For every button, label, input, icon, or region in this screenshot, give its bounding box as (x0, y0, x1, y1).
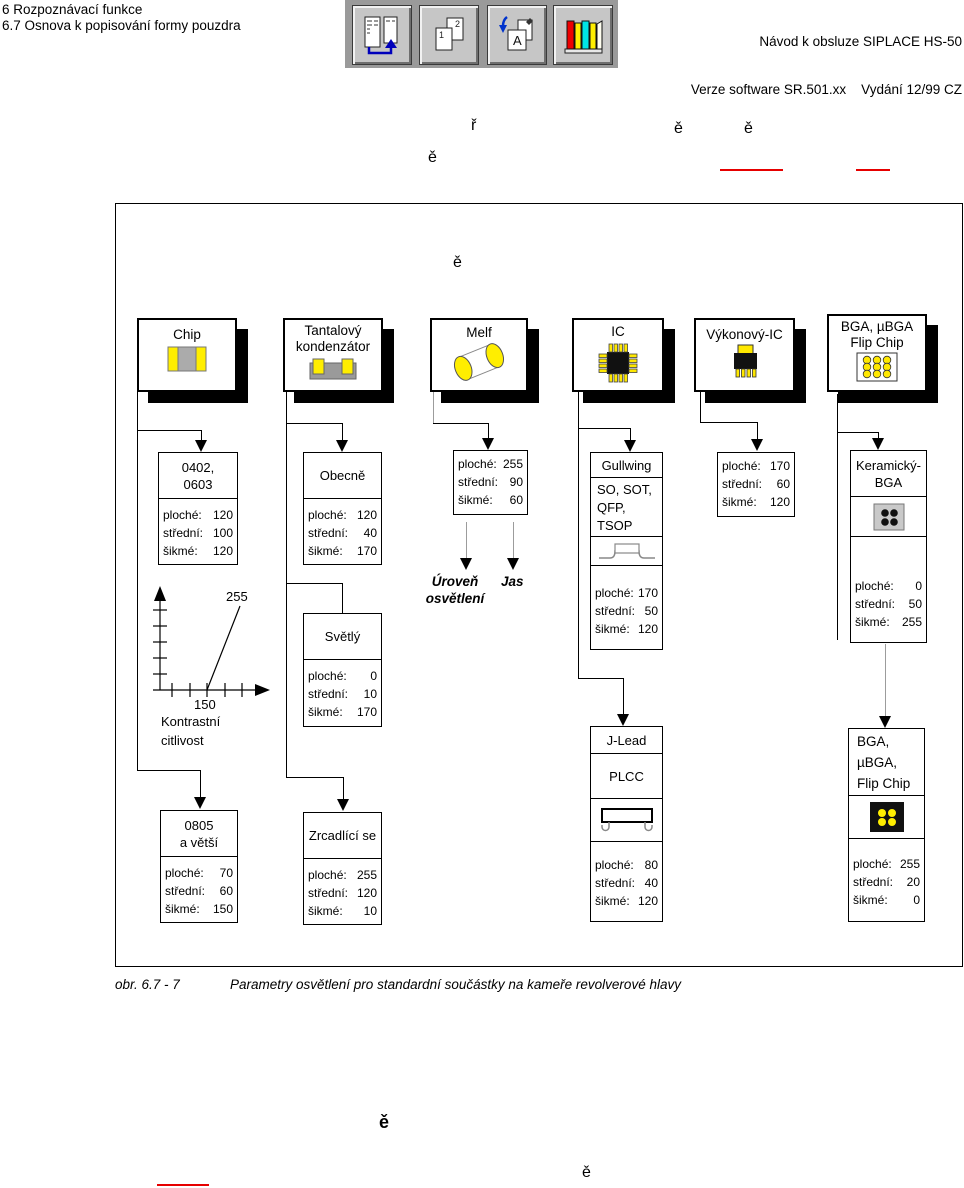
bga-flipchip-icon (869, 801, 905, 833)
connector (466, 522, 467, 558)
bga-flipchip-box: BGA, µBGA, Flip Chip ploché: 255 střední: 20 šikmé: 0 (848, 728, 925, 922)
load-program-button[interactable] (487, 5, 547, 65)
connector (286, 392, 287, 777)
arrowhead (624, 440, 636, 452)
gullwing-box: Gullwing SO, SOT, QFP, TSOP ploché: 170 střední: 50 šikmé: 120 (590, 452, 663, 650)
connector (286, 423, 343, 424)
connector (200, 770, 201, 797)
stray-glyph: ě (428, 149, 437, 166)
section-title: 6.7 Osnova k popisování formy pouzdra (2, 18, 241, 33)
power-ic-component-box (694, 318, 795, 392)
library-button[interactable] (553, 5, 613, 65)
toolbar (345, 0, 618, 68)
component-title: BGA, µBGA (840, 319, 914, 334)
connector (837, 394, 838, 640)
connector (578, 678, 624, 679)
chip-icon (167, 346, 207, 372)
arrowhead (194, 797, 206, 809)
tantal-component-box (283, 318, 383, 392)
connector (433, 423, 489, 424)
power-ic-icon (725, 343, 765, 379)
component-title: Chip (173, 327, 201, 342)
tantal-light-box: Světlý ploché: 0 střední: 10 šikmé: 170 (303, 613, 382, 727)
chart-axis-caption: Kontrastní (161, 714, 221, 729)
stray-glyph: ř (471, 117, 477, 134)
connector (578, 428, 631, 429)
connector (342, 423, 343, 441)
component-title: Tantalový (304, 323, 362, 338)
manual-title: Návod k obsluze SIPLACE HS-50 (759, 34, 962, 49)
chapter-title: 6 Rozpoznávací funkce (2, 2, 143, 17)
stray-glyph: ě (453, 254, 462, 271)
svg-text:A: A (513, 33, 522, 48)
component-title: kondenzátor (295, 339, 371, 354)
link-underline[interactable] (157, 1184, 209, 1186)
copy-pages-button[interactable] (419, 5, 479, 65)
illumination-level-label: Úroveň osvětlení (425, 574, 485, 606)
arrowhead (460, 558, 472, 570)
connector (837, 432, 879, 433)
arrowhead (617, 714, 629, 726)
connector (700, 422, 758, 423)
link-underline[interactable] (720, 169, 783, 171)
contrast-chart (145, 584, 273, 698)
figure-caption: Parametry osvětlení pro standardní součástky na kameře revolverové hlavy (230, 977, 681, 992)
melf-cylinder-icon (447, 341, 511, 383)
arrowhead (482, 438, 494, 450)
stray-glyph: ě (582, 1164, 591, 1181)
chart-x-tick-label: 150 (194, 697, 216, 712)
svg-text:1: 1 (439, 30, 445, 40)
tantal-capacitor-icon (309, 356, 357, 382)
stray-glyph: ě (674, 120, 683, 137)
chip-component-box (137, 318, 237, 392)
component-title: Výkonový-IC (706, 327, 783, 342)
arrowhead (751, 439, 763, 451)
brightness-label: Jas (501, 574, 524, 589)
header-left (2, 2, 241, 34)
stray-glyph: ě (744, 120, 753, 137)
chip-0805-box: 0805 a větší ploché: 70 střední: 60 šikmé: 150 (160, 810, 238, 923)
gullwing-lead-icon (596, 539, 658, 563)
connector (286, 777, 344, 778)
arrowhead (336, 440, 348, 452)
tantal-mirror-box: Zrcadlící se ploché: 255 střední: 120 šikmé: 10 (303, 812, 382, 925)
connector (137, 392, 138, 770)
version-info: Verze software SR.501.xx Vydání 12/99 CZ (690, 82, 962, 97)
ceramic-bga-icon (873, 503, 905, 531)
connector (623, 678, 624, 714)
chip-0402-box: 0402, 0603 ploché: 120 střední: 100 šikmé: 120 (158, 452, 238, 565)
arrowhead (507, 558, 519, 570)
copy-pages-icon (427, 13, 471, 57)
connector (137, 770, 201, 771)
arrowhead (879, 716, 891, 728)
header-right (691, 2, 962, 130)
ic-component-box (572, 318, 664, 392)
jlead-box: J-Lead PLCC ploché: 80 střední: 40 šikmé: 120 (590, 726, 663, 922)
tantal-general-box: Obecně ploché: 120 střední: 40 šikmé: 170 (303, 452, 382, 565)
jlead-icon (596, 805, 658, 835)
connector (885, 644, 886, 716)
bga-component-box (827, 314, 927, 392)
bga-balls-icon (856, 352, 898, 382)
figure-number: obr. 6.7 - 7 (115, 977, 180, 992)
arrowhead (195, 440, 207, 452)
ceramic-bga-box: Keramický- BGA ploché: 0 střední: 50 šikmé: 255 (850, 450, 927, 643)
connector (286, 583, 343, 584)
load-program-icon (495, 13, 539, 57)
svg-text:2: 2 (455, 19, 461, 29)
power-ic-values-box: ploché: 170 střední: 60 šikmé: 120 (717, 452, 795, 517)
connector (513, 522, 514, 558)
melf-values-box: ploché: 255 střední: 90 šikmé: 60 (453, 450, 528, 515)
component-title: Melf (466, 325, 492, 340)
component-title: IC (611, 324, 625, 339)
chart-max-label: 255 (226, 589, 248, 604)
chart-axis-caption: citlivost (161, 733, 204, 748)
library-books-icon (561, 13, 605, 57)
connector (342, 583, 343, 613)
link-underline[interactable] (856, 169, 890, 171)
arrowhead (872, 438, 884, 450)
connector (343, 777, 344, 799)
connector (757, 422, 758, 439)
connector (433, 392, 434, 423)
connector (578, 392, 579, 678)
stray-glyph: ě (379, 1112, 390, 1132)
component-title: Flip Chip (850, 335, 904, 350)
arrowhead (337, 799, 349, 811)
transfer-lists-icon (360, 13, 404, 57)
melf-component-box (430, 318, 528, 392)
connector (488, 423, 489, 438)
connector (137, 430, 202, 431)
connector (700, 392, 701, 422)
ic-qfp-icon (595, 340, 641, 386)
transfer-lists-button[interactable] (352, 5, 412, 65)
